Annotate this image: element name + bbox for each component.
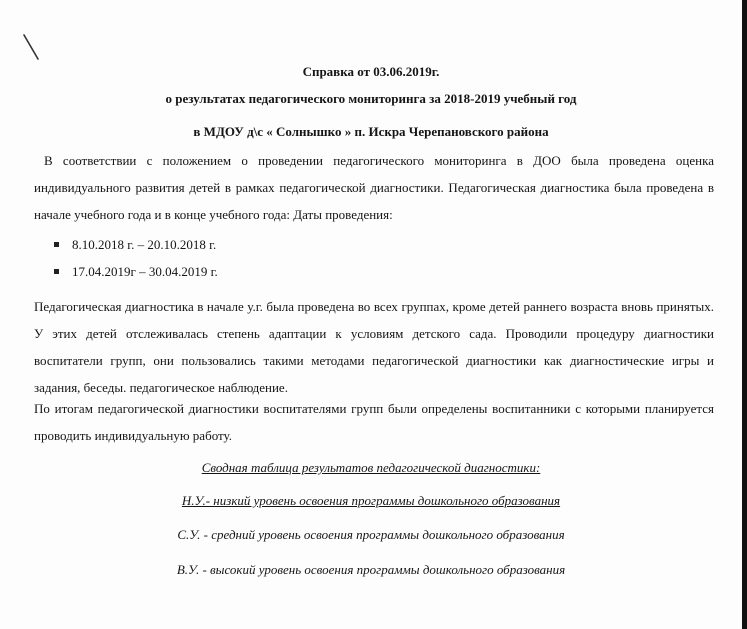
- legend-low-level: Н.У.- низкий уровень освоения программы дошкольного образования: [181, 493, 561, 508]
- bullet-icon: [54, 269, 59, 274]
- legend-medium-level: С.У. - средний уровень освоения программы дошкольного образования: [177, 527, 565, 542]
- page-edge: [742, 0, 747, 629]
- institution-line: в МДОУ д\с « Солнышко » п. Искра Черепановского района: [193, 124, 549, 139]
- diagnostics-paragraph: Педагогическая диагностика в начале у.г. была проведена во всех группах, кроме детей раннего возраста вновь принятых. У этих детей отслеживалась степень адаптации к условиям детского сада. Проводили процедуру диагностики воспитатели групп, они пользовались такими методами педагогической диагностики как диагностические игры и задания, беседы. педагогическое наблюдение.: [34, 299, 714, 395]
- table-heading: Сводная таблица результатов педагогической диагностики:: [201, 460, 541, 475]
- legend-high-level: В.У. - высокий уровень освоения программы дошкольного образования: [176, 562, 566, 577]
- date-range: 17.04.2019г – 30.04.2019 г.: [72, 264, 218, 279]
- list-item: [50, 231, 218, 258]
- dates-list: [50, 231, 218, 285]
- intro-paragraph: В соответствии с положением о проведении педагогического мониторинга в ДОО была проведена оценка индивидуального развития детей в рамках педагогической диагностики. Педагогическая диагностика была проведена в начале учебного года и в конце учебного года: Даты проведения:: [34, 153, 714, 222]
- list-item: [50, 258, 218, 285]
- date-range: 8.10.2018 г. – 20.10.2018 г.: [72, 237, 217, 252]
- pen-mark-icon: [22, 33, 54, 61]
- results-paragraph: По итогам педагогической диагностики воспитателями групп были определены воспитанники с которыми планируется проводить индивидуальную работу.: [34, 401, 714, 443]
- document-title: Справка от 03.06.2019г.: [302, 64, 440, 79]
- bullet-icon: [54, 242, 59, 247]
- document-subtitle: о результатах педагогического мониторинга за 2018-2019 учебный год: [165, 91, 577, 106]
